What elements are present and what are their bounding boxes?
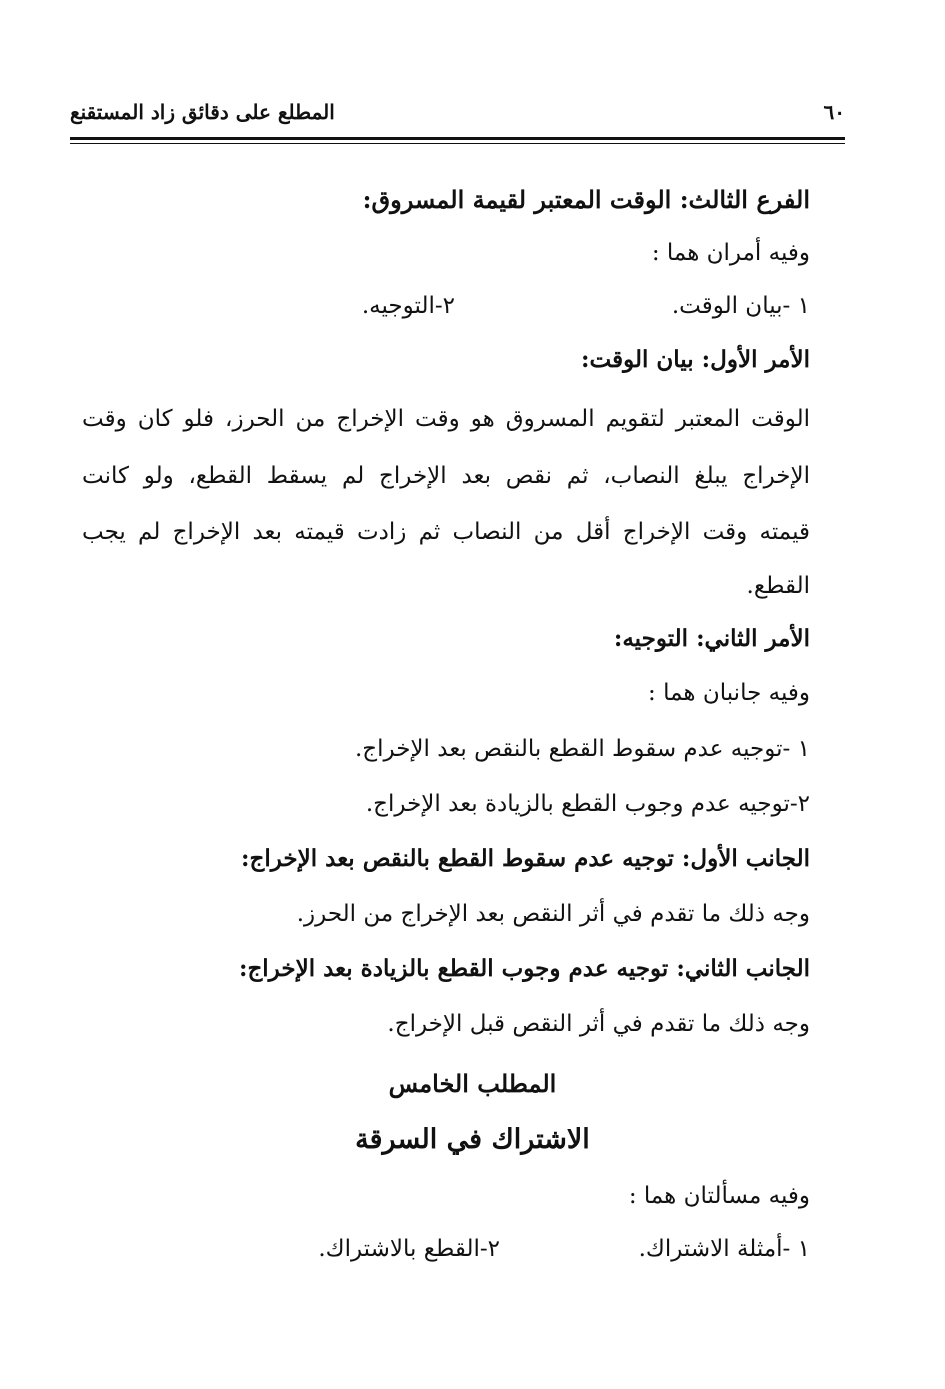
paragraph-line: القطع. <box>746 573 810 599</box>
paragraph-line: قيمته وقت الإخراج أقل من النصاب ثم زادت قيمته بعد الإخراج لم يجب <box>82 519 810 545</box>
paragraph-line: الوقت المعتبر لتقويم المسروق هو وقت الإخراج من الحرز، فلو كان وقت <box>82 406 810 432</box>
subheading: الجانب الثاني: توجيه عدم وجوب القطع بالزيادة بعد الإخراج: <box>238 955 810 982</box>
list-item: ٢-توجيه عدم وجوب القطع بالزيادة بعد الإخراج. <box>365 791 810 817</box>
paragraph-line: الإخراج يبلغ النصاب، ثم نقص بعد الإخراج لم يسقط القطع، ولو كانت <box>82 463 810 489</box>
list-item: ١ -توجيه عدم سقوط القطع بالنقص بعد الإخراج. <box>354 736 810 762</box>
paragraph-line: وجه ذلك ما تقدم في أثر النقص بعد الإخراج من الحرز. <box>296 901 810 927</box>
chapter-title: الاشتراك في السرقة <box>355 1124 590 1155</box>
intro-text: وفيه أمران هما : <box>651 240 810 266</box>
header-rule-thin <box>70 143 845 144</box>
list-item: ١ -أمثلة الاشتراك. <box>638 1236 810 1262</box>
list-item: ١ -بيان الوقت. <box>671 293 810 319</box>
intro-text: وفيه مسألتان هما : <box>628 1183 810 1209</box>
header-rule-thick <box>70 137 845 140</box>
page-header <box>70 100 845 130</box>
chapter-heading: المطلب الخامس <box>388 1069 557 1098</box>
section-heading: الفرع الثالث: الوقت المعتبر لقيمة المسروق: <box>362 185 810 214</box>
subheading: الجانب الأول: توجيه عدم سقوط القطع بالنقص بعد الإخراج: <box>240 845 810 872</box>
subheading: الأمر الأول: بيان الوقت: <box>581 346 810 373</box>
intro-text: وفيه جانبان هما : <box>648 680 810 706</box>
running-title: المطلع على دقائق زاد المستقنع <box>70 100 335 124</box>
list-item: ٢-القطع بالاشتراك. <box>318 1236 500 1262</box>
list-item: ٢-التوجيه. <box>361 293 455 319</box>
page-number: ٦٠ <box>823 100 845 124</box>
paragraph-line: وجه ذلك ما تقدم في أثر النقص قبل الإخراج. <box>387 1011 810 1037</box>
subheading: الأمر الثاني: التوجيه: <box>613 625 810 652</box>
